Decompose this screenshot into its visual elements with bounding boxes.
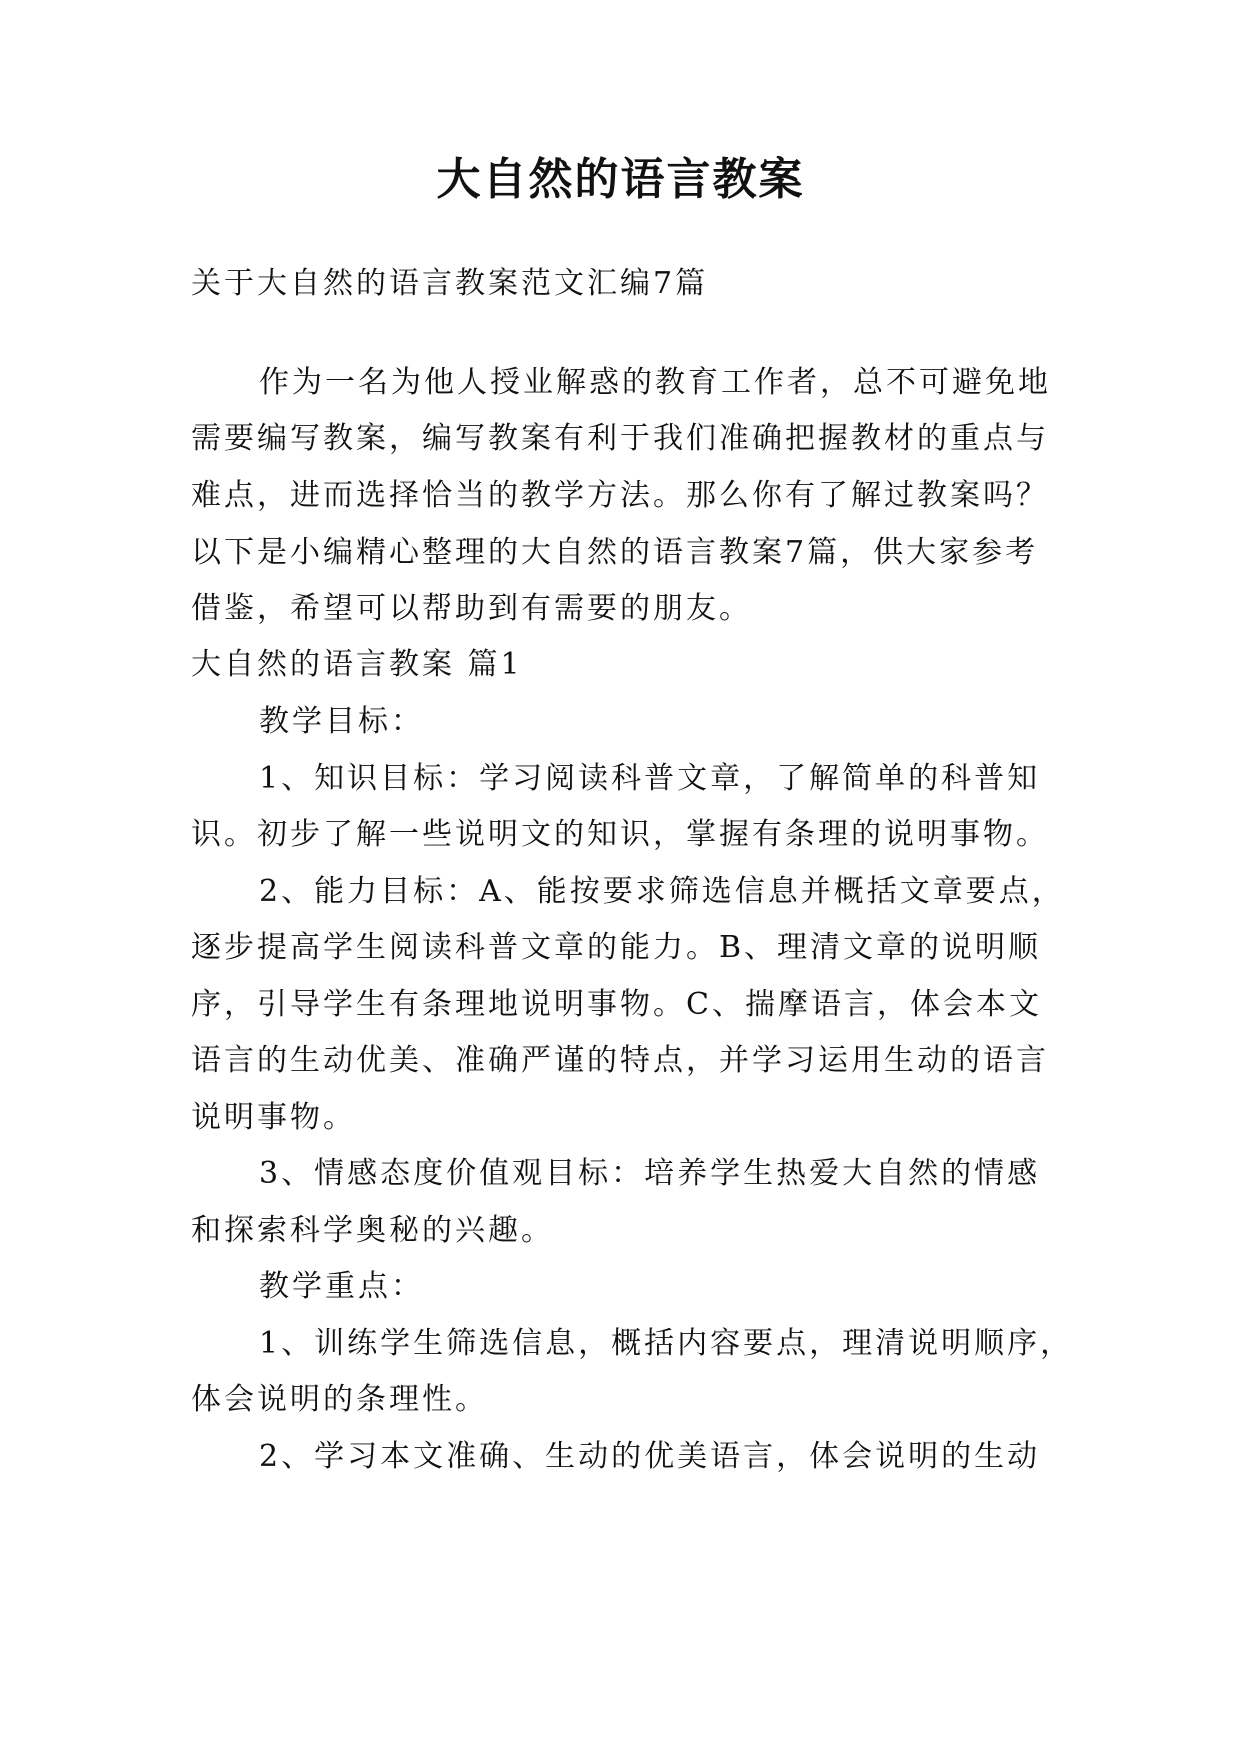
intro-line: 需要编写教案，编写教案有利于我们准确把握教材的重点与: [191, 421, 1049, 456]
intro-line: 以下是小编精心整理的大自然的语言教案7篇，供大家参考: [191, 535, 1039, 570]
intro-line: 难点，进而选择恰当的教学方法。那么你有了解过教案吗？: [191, 478, 1049, 513]
intro-line: 作为一名为他人授业解惑的教育工作者，总不可避免地: [259, 365, 1051, 400]
key-point-1-line: 1、训练学生筛选信息，概括内容要点，理清说明顺序，: [259, 1326, 1074, 1361]
objective-2-line: 语言的生动优美、准确严谨的特点，并学习运用生动的语言: [191, 1043, 1049, 1078]
objective-3-line: 和探索科学奥秘的兴趣。: [191, 1213, 554, 1248]
document-title: 大自然的语言教案: [436, 154, 805, 205]
objective-2-line: 逐步提高学生阅读科普文章的能力。B、理清文章的说明顺: [191, 930, 1042, 965]
key-point-2-line: 2、学习本文准确、生动的优美语言，体会说明的生动: [259, 1439, 1041, 1474]
section-heading: 大自然的语言教案 篇1: [191, 647, 523, 682]
objectives-label: 教学目标：: [259, 704, 424, 739]
objective-1-line: 1、知识目标：学习阅读科普文章，了解简单的科普知: [259, 761, 1041, 796]
objective-2-line: 说明事物。: [191, 1100, 356, 1135]
key-points-label: 教学重点：: [259, 1269, 424, 1304]
intro-line: 借鉴，希望可以帮助到有需要的朋友。: [191, 591, 752, 626]
objective-2-line: 序，引导学生有条理地说明事物。C、揣摩语言，体会本文: [191, 987, 1042, 1022]
objective-2-line: 2、能力目标：A、能按要求筛选信息并概括文章要点，: [259, 874, 1065, 909]
key-point-1-line: 体会说明的条理性。: [191, 1382, 488, 1417]
objective-3-line: 3、情感态度价值观目标：培养学生热爱大自然的情感: [259, 1156, 1041, 1191]
objective-1-line: 识。初步了解一些说明文的知识，掌握有条理的说明事物。: [191, 817, 1049, 852]
document-subtitle: 关于大自然的语言教案范文汇编7篇: [191, 266, 709, 301]
